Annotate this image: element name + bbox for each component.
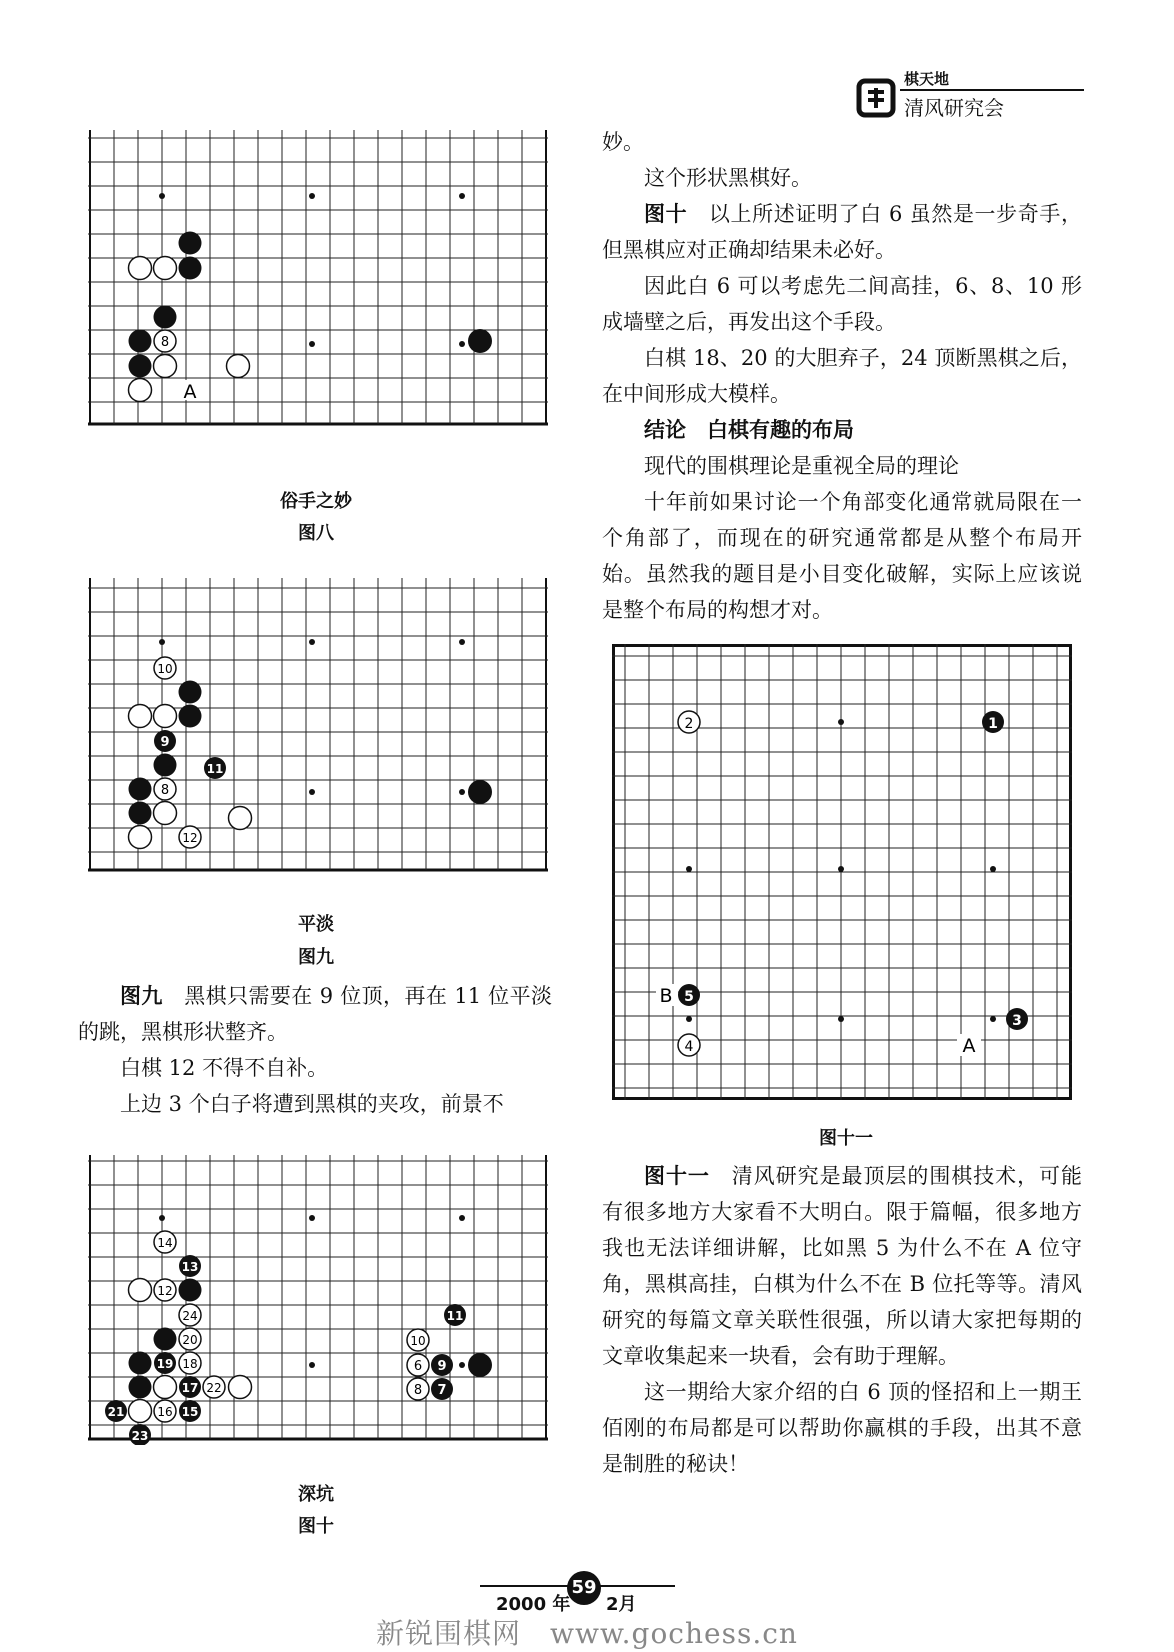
svg-text:24: 24 — [182, 1309, 198, 1323]
fig9-subtitle: 平淡 — [298, 914, 334, 935]
svg-text:5: 5 — [684, 989, 694, 1005]
right-text-block-bottom — [602, 1158, 1082, 1482]
paragraph-three-stones: 上边 3 个白子将遭到黑棋的夹攻，前景不 — [120, 1092, 504, 1116]
conclusion-heading — [602, 412, 1082, 448]
svg-text:19: 19 — [156, 1357, 174, 1371]
fig9-paragraph — [78, 978, 552, 1050]
svg-text:16: 16 — [157, 1405, 173, 1419]
svg-text:10: 10 — [157, 662, 173, 676]
fig11-title: 图十一 — [819, 1128, 873, 1149]
svg-text:20: 20 — [182, 1333, 198, 1347]
fig9-title: 图九 — [298, 947, 334, 968]
magazine-name: 棋天地 — [904, 70, 950, 88]
stones — [678, 711, 1028, 1056]
go-diagram-fig9 — [88, 578, 548, 874]
svg-text:9: 9 — [437, 1359, 447, 1374]
svg-text:8: 8 — [413, 1383, 423, 1398]
watermark: 新锐围棋网 www.gochess.cn — [376, 1617, 798, 1650]
svg-text:13: 13 — [181, 1260, 199, 1274]
paragraph-modern-theory: 现代的围棋理论是重视全局的理论 — [644, 454, 959, 478]
stones — [129, 232, 493, 402]
point-label-a — [180, 380, 202, 403]
svg-text:A: A — [962, 1035, 976, 1057]
svg-text:14: 14 — [157, 1236, 173, 1250]
svg-text:21: 21 — [107, 1405, 125, 1419]
section-title: 清风研究会 — [904, 96, 1004, 120]
fig10-title: 图十 — [298, 1516, 334, 1537]
svg-text:1: 1 — [988, 716, 998, 732]
magazine-logo-icon — [856, 78, 896, 118]
header-rule — [900, 89, 1084, 91]
svg-text:4: 4 — [684, 1039, 694, 1055]
paragraph-continuation: 妙。 — [602, 130, 644, 154]
footer-month: 2月 — [606, 1594, 637, 1615]
footer-year: 2000 年 — [496, 1594, 571, 1615]
fig11-paragraph-text: 清风研究是最顶层的围棋技术，可能有很多地方大家看不大明白。限于篇幅，很多地方我也无法详细讲解，比如黑 5 为什么不在 A 位守角，黑棋高挂，白棋为什么不在 B 位托等等。清风研究的每篇文章关联性很强，所以请大家把每期的文章收集起来一块看，会有助于理解。 — [602, 1164, 1083, 1368]
svg-text:22: 22 — [206, 1381, 222, 1395]
svg-text:12: 12 — [182, 831, 198, 845]
svg-text:6: 6 — [413, 1359, 423, 1374]
conclusion-heading-label: 结论 白棋有趣的布局 — [644, 418, 854, 442]
paragraph-white-6: 因此白 6 可以考虑先二间高挂，6、8、10 形成墙壁之后，再发出这个手段。 — [602, 274, 1082, 334]
svg-text:23: 23 — [131, 1429, 149, 1443]
paragraph-ten-years-ago: 十年前如果讨论一个角部变化通常就局限在一个角部了，而现在的研究通常都是从整个布局开始。虽然我的题目是小目变化破解，实际上应该说是整个布局的构想才对。 — [602, 490, 1082, 622]
fig10-paragraph-text: 以上所述证明了白 6 虽然是一步奇手，但黑棋应对正确却结果未必好。 — [602, 202, 1083, 262]
fig9-paragraph-text: 黑棋只需要在 9 位顶，再在 11 位平淡的跳，黑棋形状整齐。 — [78, 984, 553, 1044]
fig8-subtitle: 俗手之妙 — [280, 491, 352, 512]
svg-text:B: B — [659, 985, 673, 1007]
fig11-paragraph — [602, 1158, 1082, 1374]
svg-text:9: 9 — [160, 735, 170, 750]
page-number-badge: 59 — [567, 1571, 601, 1605]
fig10-subtitle: 深坑 — [298, 1484, 334, 1505]
svg-text:10: 10 — [410, 1334, 426, 1348]
svg-text:2: 2 — [684, 716, 694, 732]
fig10-paragraph-label: 图十 — [644, 202, 688, 226]
stones — [105, 1231, 492, 1445]
go-diagram-fig10 — [88, 1155, 548, 1445]
go-diagram-fig11 — [612, 644, 1072, 1100]
svg-text:7: 7 — [437, 1383, 447, 1398]
fig11-paragraph-label: 图十一 — [644, 1164, 710, 1188]
board-grid — [612, 644, 1072, 1100]
paragraph-white-12: 白棋 12 不得不自补。 — [120, 1056, 329, 1080]
paragraph-white-18-20: 白棋 18、20 的大胆弃子，24 顶断黑棋之后，在中间形成大模样。 — [602, 346, 1082, 406]
fig9-paragraph-label: 图九 — [120, 984, 163, 1008]
point-label-b — [656, 984, 678, 1007]
fig10-paragraph — [602, 196, 1082, 268]
paragraph-shape-good: 这个形状黑棋好。 — [644, 166, 812, 190]
svg-text:12: 12 — [157, 1284, 173, 1298]
svg-text:11: 11 — [206, 762, 224, 776]
point-label-a — [957, 1034, 981, 1057]
svg-text:A: A — [183, 381, 197, 403]
fig8-title: 图八 — [298, 523, 334, 544]
svg-text:8: 8 — [160, 335, 170, 350]
go-diagram-fig8 — [88, 130, 548, 430]
svg-text:17: 17 — [181, 1381, 199, 1395]
stones — [129, 657, 493, 849]
paragraph-closing: 这一期给大家介绍的白 6 顶的怪招和上一期王佰刚的布局都是可以帮助你赢棋的手段，出其不意是制胜的秘诀！ — [602, 1380, 1082, 1476]
svg-text:8: 8 — [160, 783, 170, 798]
svg-text:18: 18 — [182, 1357, 198, 1371]
left-text-block — [78, 978, 552, 1122]
svg-text:3: 3 — [1012, 1013, 1022, 1029]
star-points — [159, 193, 465, 347]
right-text-block-top — [602, 124, 1082, 628]
svg-text:11: 11 — [446, 1309, 464, 1323]
svg-text:15: 15 — [181, 1405, 199, 1419]
